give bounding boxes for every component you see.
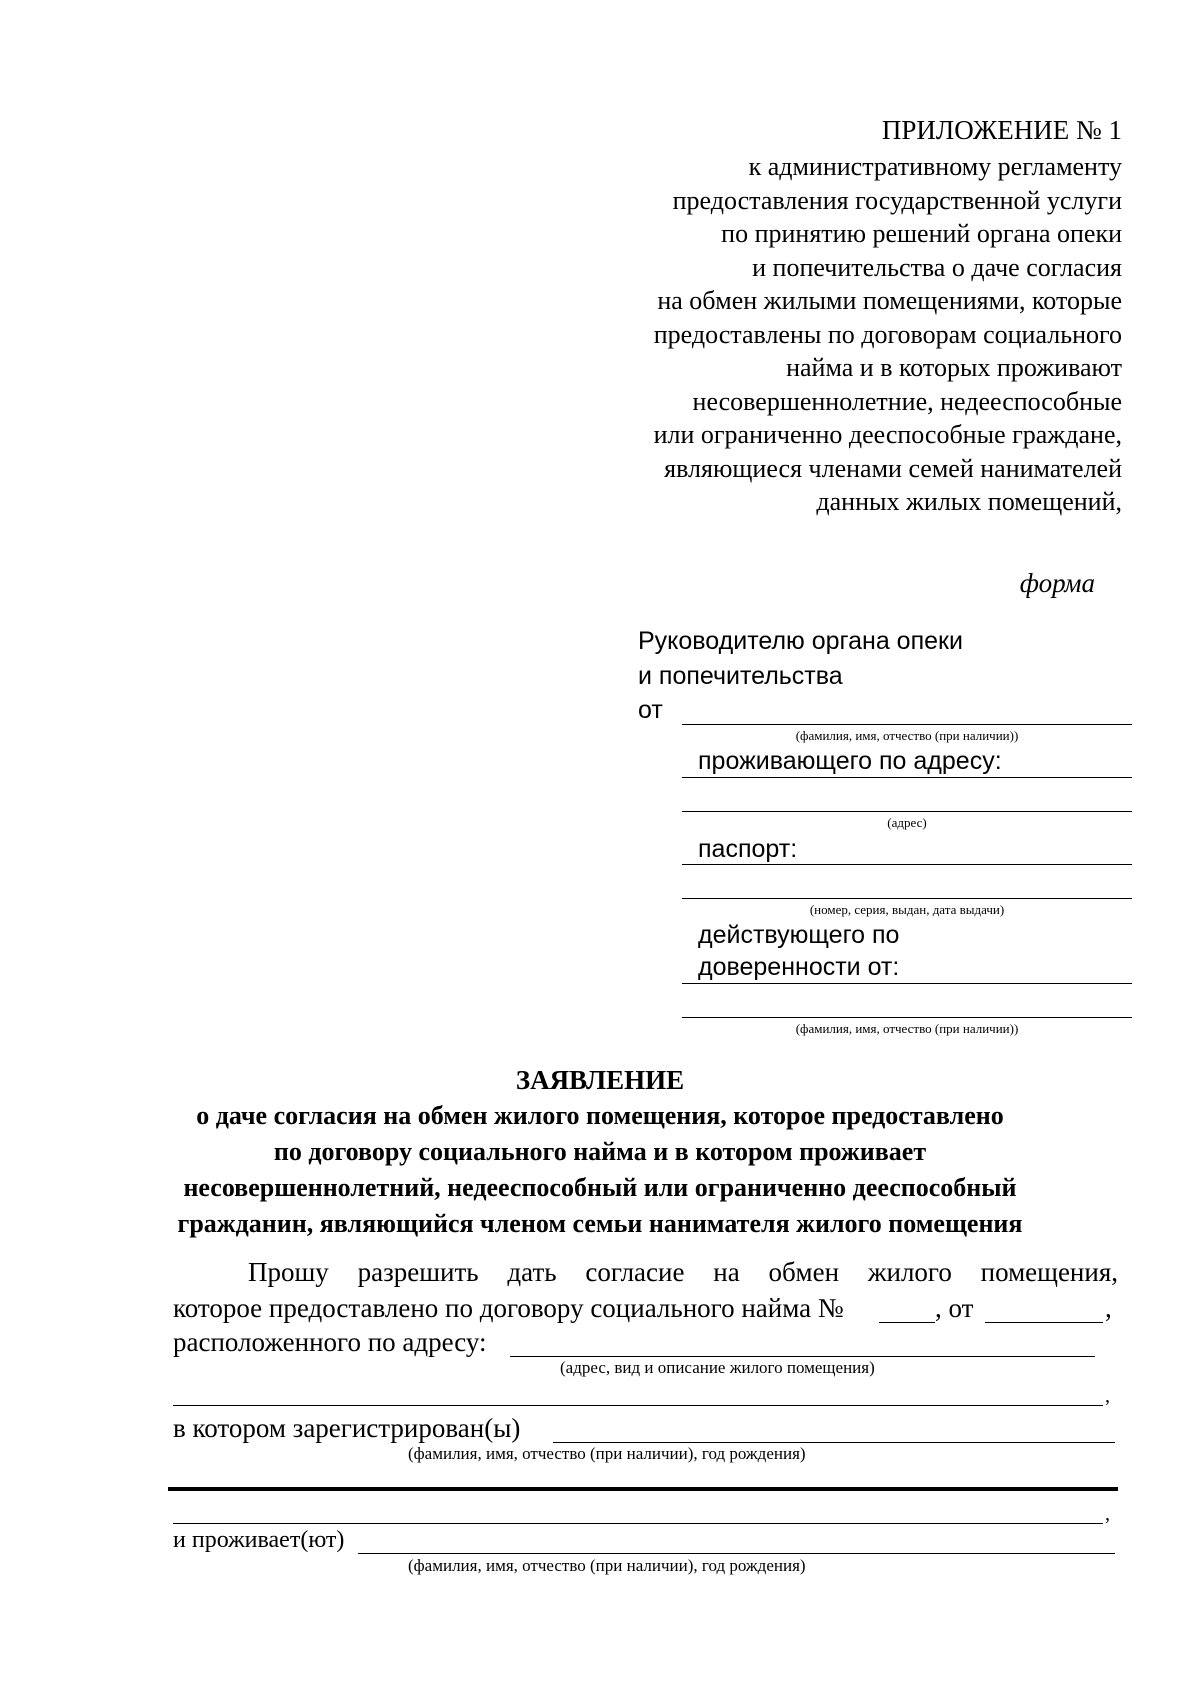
request-line-2-part-2: , от — [935, 1293, 974, 1323]
request-line-1: Прошу разрешить дать согласие на обмен жилого помещения, — [248, 1257, 1118, 1287]
appendix-line: найма и в которых проживают — [786, 353, 1122, 382]
property-address-input-line[interactable] — [510, 1356, 1095, 1357]
lives-label: и проживает(ют) — [173, 1527, 345, 1553]
statement-title: ЗАЯВЛЕНИЕ — [515, 1065, 685, 1095]
appendix-line: и попечительства о даче согласия — [752, 252, 1122, 282]
power-of-attorney-input-line-1[interactable] — [682, 983, 1132, 984]
appendix-description — [562, 150, 1122, 519]
statement-subtitle-line: о даче согласия на обмен жилого помещения, которое предоставлено — [196, 1101, 1004, 1130]
address-input-line-1[interactable] — [682, 777, 1132, 778]
request-line-3: расположенного по адресу: — [173, 1327, 487, 1357]
acting-label-2: доверенности от: — [698, 953, 900, 981]
appendix-line: или ограниченно дееспособные граждане, — [653, 420, 1122, 449]
appendix-line: несовершеннолетние, недееспособные — [692, 386, 1122, 416]
statement-subtitle-line: по договору социального найма и в котором проживает — [273, 1137, 927, 1166]
contract-number-input-line[interactable] — [879, 1322, 935, 1323]
residing-label: проживающего по адресу: — [698, 747, 1002, 775]
appendix-line: предоставлены по договорам социального — [653, 319, 1122, 349]
appendix-line: на обмен жилыми помещениями, которые — [657, 286, 1122, 315]
caption-address-description: (адрес, вид и описание жилого помещения) — [560, 1358, 875, 1377]
contract-date-input-line[interactable] — [985, 1322, 1103, 1323]
form-label: форма — [1019, 568, 1095, 598]
address-input-line-2[interactable] — [682, 811, 1132, 812]
passport-label: паспорт: — [698, 835, 798, 863]
passport-input-line-2[interactable] — [682, 898, 1132, 899]
caption-fio-year: (фамилия, имя, отчество (при наличии), год рождения) — [408, 1444, 806, 1463]
appendix-line: являющиеся членами семей нанимателей — [664, 453, 1122, 483]
fio-input-line[interactable] — [682, 724, 1132, 725]
statement-heading — [150, 1062, 1050, 1242]
property-address-input-line-2[interactable] — [173, 1405, 1103, 1406]
from-label: от — [638, 696, 663, 724]
caption-address: (адрес) — [887, 815, 927, 830]
comma: , — [1105, 1385, 1110, 1407]
addressee-line-1: Руководителю органа опеки — [638, 627, 963, 655]
registered-label: в котором зарегистрирован(ы) — [173, 1413, 521, 1443]
appendix-line: по принятию решений органа опеки — [721, 219, 1122, 248]
appendix-line: данных жилых помещений, — [816, 487, 1122, 516]
comma: , — [1105, 1503, 1110, 1525]
power-of-attorney-input-line-2[interactable] — [682, 1017, 1132, 1018]
appendix-line: к административному регламенту — [748, 152, 1122, 181]
addressee-line-2: и попечительства — [638, 662, 843, 690]
caption-fio-2: (фамилия, имя, отчество (при наличии)) — [795, 1021, 1019, 1036]
request-line-2-part-1: которое предоставлено по договору социального найма № — [173, 1293, 844, 1323]
residing-persons-input-line[interactable] — [358, 1553, 1115, 1554]
statement-subtitle-line: гражданин, являющийся членом семьи нанимателя жилого помещения — [177, 1209, 1023, 1238]
registered-persons-input-line[interactable] — [553, 1442, 1115, 1443]
appendix-title: ПРИЛОЖЕНИЕ № 1 — [881, 115, 1122, 145]
passport-input-line-1[interactable] — [682, 864, 1132, 865]
statement-subtitle-line: несовершеннолетний, недееспособный или ограниченно дееспособный — [183, 1173, 1017, 1202]
acting-label-1: действующего по — [698, 921, 900, 949]
caption-fio: (фамилия, имя, отчество (при наличии)) — [795, 728, 1019, 743]
comma: , — [1105, 1293, 1112, 1323]
appendix-line: предоставления государственной услуги — [672, 185, 1122, 215]
separator-line — [168, 1487, 1118, 1491]
registered-persons-input-line-2[interactable] — [173, 1523, 1103, 1524]
caption-passport: (номер, серия, выдан, дата выдачи) — [809, 902, 1005, 917]
caption-fio-year-2: (фамилия, имя, отчество (при наличии), год рождения) — [408, 1556, 806, 1575]
